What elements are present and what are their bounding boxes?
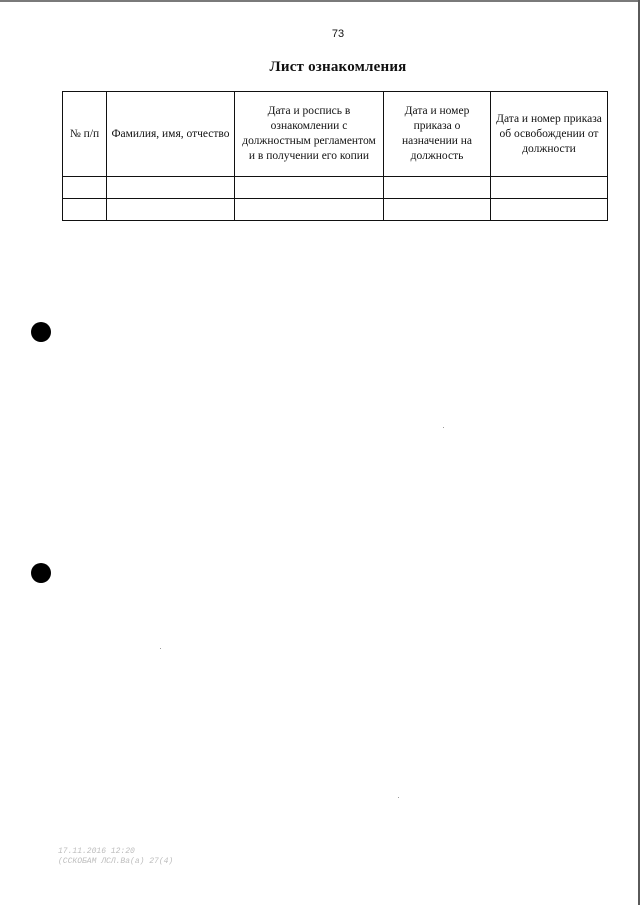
scan-speck bbox=[398, 797, 399, 798]
footer-stamp bbox=[58, 847, 173, 867]
table-cell bbox=[491, 199, 608, 221]
table-cell bbox=[107, 199, 235, 221]
table-row bbox=[63, 199, 608, 221]
scan-speck bbox=[443, 427, 444, 428]
table-cell bbox=[63, 177, 107, 199]
table-cell bbox=[63, 199, 107, 221]
table-row bbox=[63, 177, 608, 199]
page-number: 73 bbox=[331, 28, 345, 40]
footer-stamp-line-2: (ССКОБАМ ЛСЛ.Ва(а) 27(4) bbox=[58, 857, 174, 866]
scan-edge-top bbox=[0, 0, 640, 2]
acknowledgement-table bbox=[62, 91, 608, 221]
header-signature-date: Дата и роспись в ознакомлении с должностным регламентом и в получении его копии bbox=[235, 92, 384, 177]
page-title: Лист ознакомления bbox=[269, 59, 407, 75]
table-cell bbox=[235, 199, 384, 221]
table-cell bbox=[235, 177, 384, 199]
table-cell bbox=[384, 199, 491, 221]
table-cell bbox=[384, 177, 491, 199]
footer-stamp-line-1: 17.11.2016 12:20 bbox=[58, 847, 135, 856]
header-number: № п/п bbox=[63, 92, 107, 177]
table-header-row bbox=[63, 92, 608, 177]
header-full-name: Фамилия, имя, отчество bbox=[107, 92, 235, 177]
punch-hole bbox=[31, 322, 51, 342]
header-appointment-order: Дата и номер приказа о назначении на должность bbox=[384, 92, 491, 177]
table-cell bbox=[107, 177, 235, 199]
header-dismissal-order: Дата и номер приказа об освобождении от должности bbox=[491, 92, 608, 177]
scan-speck bbox=[160, 648, 161, 649]
punch-hole bbox=[31, 563, 51, 583]
table-cell bbox=[491, 177, 608, 199]
